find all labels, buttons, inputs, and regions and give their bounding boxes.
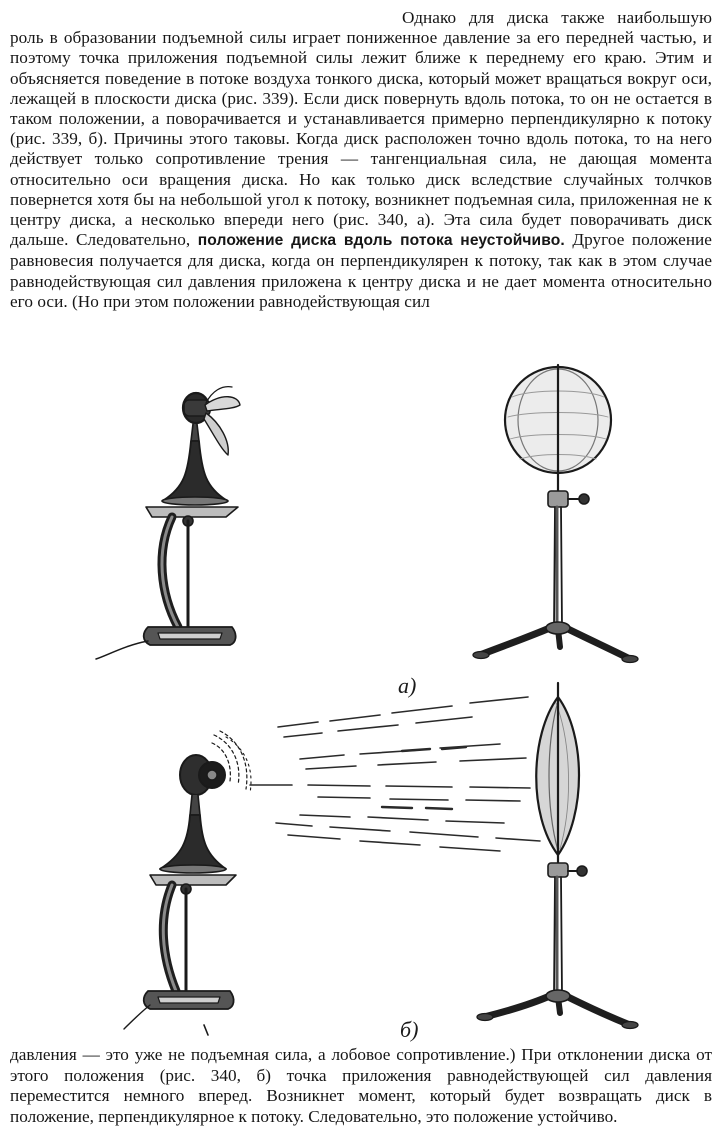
figure-label-a: а) xyxy=(398,673,417,698)
emphasized-statement: положение диска вдоль потока неустойчиво. xyxy=(197,232,565,250)
text-part-1: Однако для диска также наибольшую роль в образовании подъемной силы играет пониженное давление за его передней частью, и поэтому точка приложения подъемной силы лежит ближе к переднему его краю. Этим и объясняется поведение в потоке воздуха тонкого диска, который может вращаться вокруг оси, лежащей в плоскости диска (рис. 339). Если диск повернуть вдоль потока, то он не остается в таком положении, а поворачивается и устанавливается примерно перпендикулярно к потоку (рис. 339, б). Причины этого таковы. Когда диск расположен точно вдоль потока, то на него действует только сопротивление трения — тангенциальная сила, не дающая момента относительно оси вращения диска. Но как только диск вследствие случайных толчков повернется хотя бы на небольшой угол к потоку, возникнет подъемная сила, приложенная не к центру диска, а несколько впереди него (рис. 340, а). Эта сила будет поворачивать диск дальше. Следовательно, xyxy=(10,8,712,250)
fan-b xyxy=(124,731,251,1035)
text-part-2: Другое положение равновесия получается для диска, когда он перпендикулярен к потоку, так как в этом случае равнодействующая сил давления приложена к центру диска и не дает момента относительно его оси. (Но при этом положении равнодействующая сил xyxy=(10,230,712,311)
airflow-lines xyxy=(250,697,540,851)
paragraph-top xyxy=(10,8,712,312)
body-text-bottom xyxy=(10,1045,712,1127)
figure-illustration xyxy=(0,345,722,1040)
figure-label-b: б) xyxy=(400,1017,419,1042)
fan-a xyxy=(96,387,240,659)
paragraph-bottom: давления — это уже не подъемная сила, а лобовое сопротивление.) При отклонении диска от этого положения (рис. 340, б) точка приложения равнодействующей сил давления переместится немного вперед. Возникнет момент, который будет возвращать диск в положение, перпендикулярное к потоку. Следовательно, это положение устойчиво. xyxy=(10,1045,712,1126)
figure-340 xyxy=(0,345,722,1040)
disk-stand-b xyxy=(477,683,638,1029)
body-text-top xyxy=(10,8,712,312)
disk-stand-a xyxy=(473,365,638,663)
